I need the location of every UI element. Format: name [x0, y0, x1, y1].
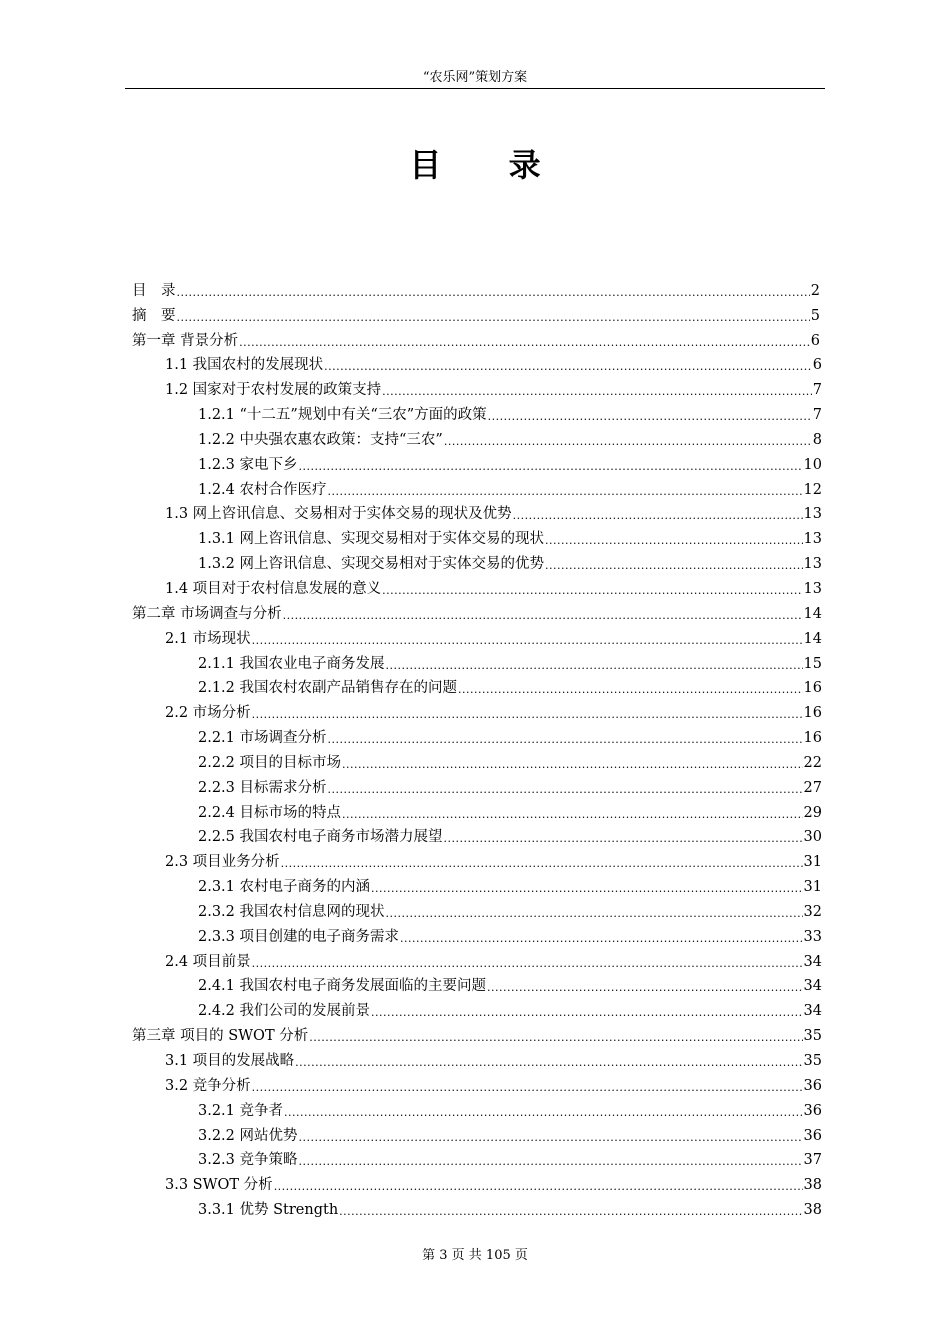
toc-dot-leader: [299, 459, 803, 475]
toc-entry-label: 3.2.2 网站优势: [198, 1127, 298, 1144]
toc-dot-leader: [513, 508, 803, 524]
toc-entry[interactable]: [132, 649, 822, 674]
toc-dot-leader: [252, 707, 803, 723]
toc-entry-label: 2.2.5 我国农村电子商务市场潜力展望: [198, 829, 443, 846]
toc-entry[interactable]: [132, 400, 822, 425]
toc-entry[interactable]: [132, 1121, 822, 1146]
toc-entry[interactable]: [132, 823, 822, 848]
toc-entry-label: 1.2.2 中央强农惠农政策：支持“三农”: [198, 431, 443, 448]
toc-entry-page: 35: [803, 1053, 822, 1069]
toc-entry[interactable]: [132, 375, 822, 400]
page-header: “农乐网”策划方案: [422, 70, 528, 85]
toc-entry-page: 8: [812, 431, 822, 448]
toc-entry[interactable]: [132, 450, 822, 475]
toc-entry[interactable]: [132, 972, 822, 997]
toc-entry-label: 1.3.2 网上咨讯信息、实现交易相对于实体交易的优势: [198, 556, 545, 573]
toc-dot-leader: [444, 831, 803, 847]
table-of-contents: [132, 276, 822, 1220]
page-footer: 第 3 页 共 105 页: [422, 1248, 528, 1263]
toc-entry-label: 2.3.3 项目创建的电子商务需求: [198, 928, 400, 945]
toc-entry-page: 30: [803, 829, 822, 846]
toc-entry[interactable]: [132, 326, 820, 351]
toc-dot-leader: [284, 1105, 803, 1121]
toc-entry[interactable]: [132, 1071, 822, 1096]
toc-entry-page: 14: [803, 630, 822, 647]
toc-entry-page: 13: [803, 506, 822, 523]
toc-title: 目 录: [409, 146, 569, 184]
toc-entry-label: 目 录: [132, 282, 176, 299]
toc-entry-label: 2.2.3 目标需求分析: [198, 779, 327, 796]
toc-dot-leader: [328, 782, 803, 798]
toc-entry-label: 1.3.1 网上咨讯信息、实现交易相对于实体交易的现状: [198, 531, 545, 548]
toc-dot-leader: [299, 1130, 803, 1146]
toc-entry-page: 6: [810, 332, 820, 349]
toc-dot-leader: [342, 757, 803, 773]
toc-entry[interactable]: [132, 773, 822, 798]
toc-entry-label: 2.4 项目前景: [165, 953, 251, 970]
toc-entry[interactable]: [132, 524, 822, 549]
toc-dot-leader: [295, 1055, 802, 1071]
toc-entry[interactable]: [132, 698, 822, 723]
toc-entry[interactable]: [132, 1170, 822, 1195]
toc-dot-leader: [299, 1154, 803, 1170]
toc-dot-leader: [328, 732, 803, 748]
toc-entry[interactable]: [132, 1146, 822, 1171]
toc-dot-leader: [386, 658, 803, 674]
toc-entry-label: 2.1.2 我国农村农副产品销售存在的问题: [198, 680, 458, 697]
toc-entry-page: 36: [803, 1102, 822, 1119]
toc-entry[interactable]: [132, 748, 822, 773]
toc-dot-leader: [545, 533, 803, 549]
toc-dot-leader: [371, 1005, 803, 1021]
toc-entry-page: 29: [803, 804, 822, 821]
toc-dot-leader: [400, 931, 803, 947]
toc-dot-leader: [177, 285, 810, 301]
toc-entry-label: 1.2 国家对于农村发展的政策支持: [165, 382, 382, 399]
toc-entry-label: 2.2.2 项目的目标市场: [198, 754, 342, 771]
toc-entry-label: 1.2.1 “十二五”规划中有关“三农”方面的政策: [198, 407, 487, 424]
toc-entry-page: 32: [803, 903, 822, 920]
toc-entry[interactable]: [132, 549, 822, 574]
toc-entry[interactable]: [132, 574, 822, 599]
toc-entry-page: 13: [803, 531, 822, 548]
toc-entry-page: 36: [803, 1077, 822, 1094]
toc-entry-label: 3.2.3 竞争策略: [198, 1152, 298, 1169]
toc-entry[interactable]: [132, 897, 822, 922]
toc-entry-label: 2.3 项目业务分析: [165, 854, 280, 871]
toc-entry[interactable]: [132, 1046, 822, 1071]
toc-entry-label: 第二章 市场调查与分析: [132, 605, 282, 622]
toc-entry[interactable]: [132, 674, 822, 699]
toc-entry[interactable]: [132, 872, 822, 897]
toc-entry[interactable]: [132, 847, 822, 872]
toc-entry[interactable]: [132, 996, 822, 1021]
toc-entry-page: 7: [812, 382, 822, 399]
toc-entry-page: 10: [803, 456, 822, 473]
toc-entry-page: 16: [803, 705, 822, 722]
toc-entry-page: 6: [812, 357, 822, 374]
toc-entry[interactable]: [132, 922, 822, 947]
toc-dot-leader: [386, 906, 803, 922]
toc-entry-label: 2.3.1 农村电子商务的内涵: [198, 879, 371, 896]
toc-dot-leader: [488, 409, 812, 425]
toc-entry[interactable]: [132, 276, 820, 301]
toc-entry-page: 13: [803, 580, 822, 597]
toc-entry-page: 31: [803, 854, 822, 871]
toc-entry-label: 2.3.2 我国农村信息网的现状: [198, 903, 385, 920]
toc-entry[interactable]: [132, 1021, 822, 1046]
toc-entry-label: 摘 要: [132, 307, 176, 324]
toc-entry-page: 34: [803, 953, 822, 970]
toc-dot-leader: [382, 583, 802, 599]
toc-entry-page: 15: [803, 655, 822, 672]
toc-dot-leader: [371, 881, 803, 897]
toc-entry-page: 27: [803, 779, 822, 796]
toc-dot-leader: [177, 310, 810, 326]
toc-entry-page: 2: [810, 282, 820, 299]
toc-entry-label: 2.2 市场分析: [165, 705, 251, 722]
toc-dot-leader: [274, 1179, 803, 1195]
toc-dot-leader: [339, 1204, 802, 1220]
toc-entry-label: 2.2.4 目标市场的特点: [198, 804, 342, 821]
toc-entry-page: 36: [803, 1127, 822, 1144]
toc-entry-page: 16: [803, 730, 822, 747]
toc-entry-label: 2.1 市场现状: [165, 630, 251, 647]
toc-entry-page: 33: [803, 928, 822, 945]
toc-dot-leader: [545, 558, 803, 574]
toc-entry-label: 1.3 网上咨讯信息、交易相对于实体交易的现状及优势: [165, 506, 512, 523]
toc-entry-label: 1.1 我国农村的发展现状: [165, 357, 324, 374]
toc-entry-label: 3.2 竞争分析: [165, 1077, 251, 1094]
toc-entry-label: 3.3.1 优势 Strength: [198, 1202, 339, 1219]
toc-entry[interactable]: [132, 425, 822, 450]
toc-dot-leader: [444, 434, 812, 450]
toc-dot-leader: [487, 980, 803, 996]
toc-dot-leader: [309, 1030, 802, 1046]
toc-dot-leader: [252, 633, 803, 649]
toc-entry[interactable]: [132, 500, 822, 525]
toc-entry-label: 1.4 项目对于农村信息发展的意义: [165, 580, 382, 597]
toc-entry[interactable]: [132, 798, 822, 823]
toc-entry[interactable]: [132, 1096, 822, 1121]
toc-entry-label: 3.3 SWOT 分析: [165, 1177, 273, 1194]
toc-entry-page: 37: [803, 1152, 822, 1169]
toc-entry-page: 14: [803, 605, 822, 622]
toc-dot-leader: [281, 856, 803, 872]
toc-entry-label: 3.1 项目的发展战略: [165, 1053, 295, 1069]
toc-entry-page: 34: [803, 978, 822, 995]
toc-entry-label: 第三章 项目的 SWOT 分析: [132, 1028, 309, 1045]
toc-dot-leader: [252, 956, 803, 972]
toc-dot-leader: [458, 682, 803, 698]
toc-entry-label: 2.1.1 我国农业电子商务发展: [198, 655, 385, 672]
toc-dot-leader: [342, 807, 803, 823]
toc-entry-page: 16: [803, 680, 822, 697]
toc-entry-label: 2.4.2 我们公司的发展前景: [198, 1003, 371, 1020]
toc-entry[interactable]: [132, 351, 822, 376]
toc-entry[interactable]: [132, 723, 822, 748]
toc-entry-page: 13: [803, 556, 822, 573]
toc-entry-page: 22: [803, 754, 822, 771]
toc-entry-page: 38: [803, 1202, 822, 1219]
toc-entry[interactable]: [132, 475, 822, 500]
toc-entry-label: 3.2.1 竞争者: [198, 1102, 284, 1119]
toc-entry[interactable]: [132, 599, 822, 624]
toc-entry-page: 7: [812, 407, 822, 424]
toc-dot-leader: [252, 1080, 803, 1096]
toc-entry-page: 38: [803, 1177, 822, 1194]
toc-entry-page: 35: [803, 1028, 822, 1045]
header-divider: [125, 88, 825, 89]
toc-entry-page: 5: [810, 307, 820, 324]
toc-dot-leader: [324, 359, 812, 375]
toc-dot-leader: [328, 484, 803, 500]
toc-entry[interactable]: [132, 624, 822, 649]
toc-entry-label: 2.4.1 我国农村电子商务发展面临的主要问题: [198, 978, 487, 995]
toc-dot-leader: [382, 384, 812, 400]
toc-entry-label: 2.2.1 市场调查分析: [198, 730, 327, 747]
toc-entry-label: 1.2.3 家电下乡: [198, 456, 298, 473]
toc-dot-leader: [283, 608, 803, 624]
toc-entry-label: 第一章 背景分析: [132, 332, 239, 349]
toc-entry-page: 31: [803, 879, 822, 896]
toc-entry[interactable]: [132, 301, 820, 326]
toc-entry[interactable]: [132, 1195, 822, 1220]
toc-entry-label: 1.2.4 农村合作医疗: [198, 481, 327, 498]
toc-dot-leader: [239, 335, 810, 351]
toc-entry[interactable]: [132, 947, 822, 972]
toc-entry-page: 34: [803, 1003, 822, 1020]
toc-entry-page: 12: [803, 481, 822, 498]
